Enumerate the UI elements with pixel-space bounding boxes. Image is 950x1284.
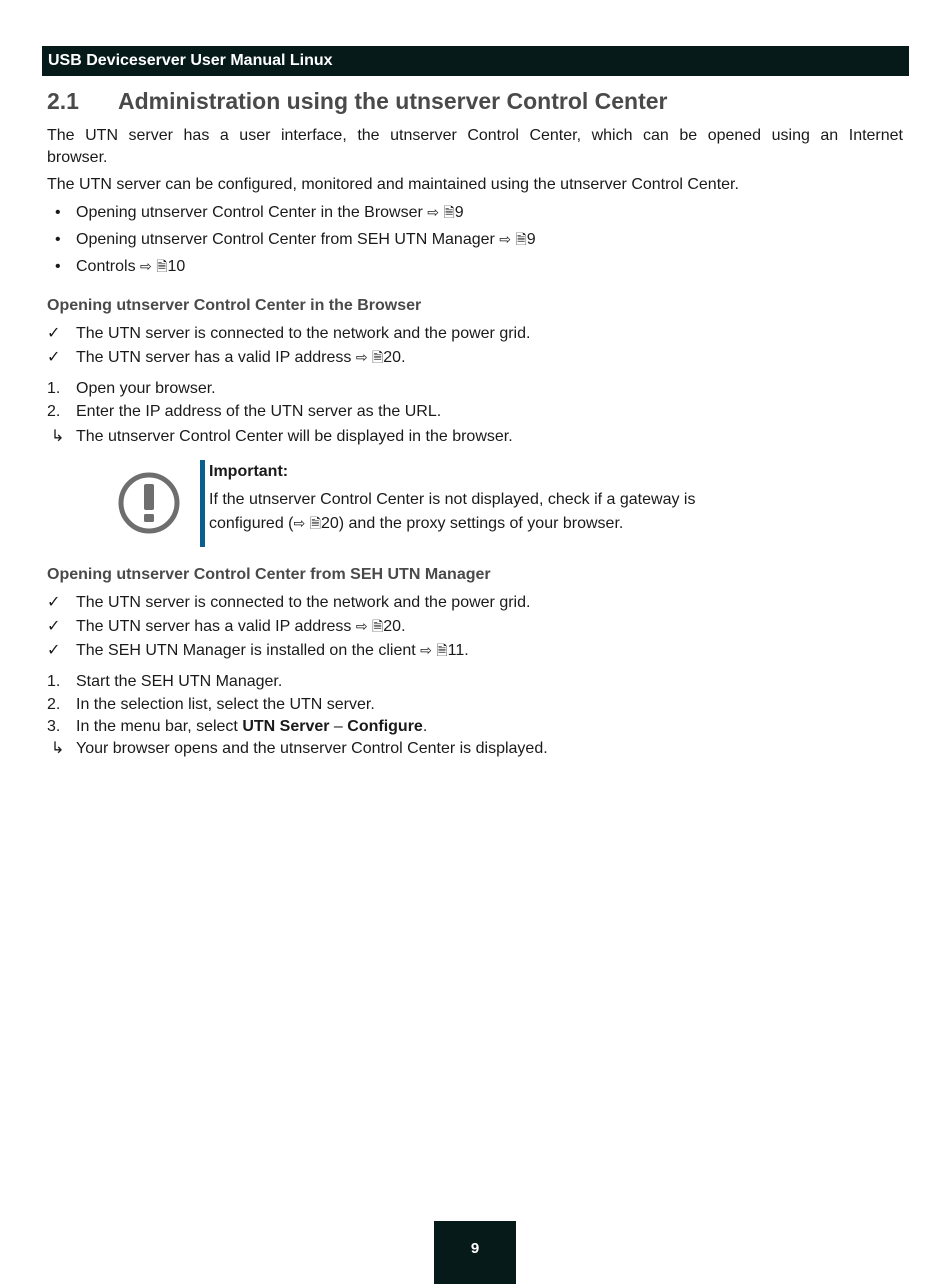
punctuation: . <box>401 349 406 366</box>
xref-page[interactable]: 20 <box>383 618 402 635</box>
toc-item-text: Controls <box>76 258 136 275</box>
menu-path-utn-server: UTN Server <box>242 718 330 735</box>
xref-page[interactable]: 20 <box>383 349 402 366</box>
prereq-item <box>47 639 469 662</box>
toc-item[interactable] <box>55 255 185 278</box>
section-number: 2.1 <box>47 88 79 114</box>
exclamation-icon <box>118 472 180 534</box>
check-icon: ✓ <box>47 594 61 611</box>
arrow-icon: ⇨ <box>427 204 440 220</box>
prereq-item <box>47 592 530 614</box>
note-line-2 <box>209 512 623 535</box>
section-title: Administration using the utnserver Control Center <box>118 88 668 114</box>
prereq-item <box>47 346 406 369</box>
note-text: ) and the proxy settings of your browser. <box>338 515 624 532</box>
note-text: configured ( <box>209 515 294 532</box>
note-line-1: If the utnserver Control Center is not displayed, check if a gateway is <box>209 491 696 508</box>
note-accent-bar <box>200 460 205 547</box>
step-number: 1. <box>47 380 61 397</box>
subsection-heading-manager: Opening utnserver Control Center from SEH UTN Manager <box>47 566 491 583</box>
step-text: In the selection list, select the UTN server. <box>76 696 375 713</box>
punctuation: . <box>401 618 406 635</box>
intro-paragraph-2: The UTN server can be configured, monitored and maintained using the utnserver Control Center. <box>47 176 739 193</box>
subsection-heading-browser: Opening utnserver Control Center in the Browser <box>47 297 422 314</box>
intro-paragraph-1-line-2: browser. <box>47 149 108 166</box>
result-arrow-icon: ↳ <box>51 428 65 445</box>
arrow-icon: ⇨ <box>293 515 306 531</box>
bullet: • <box>55 231 61 248</box>
step-text: In the menu bar, select <box>76 718 243 735</box>
toc-item[interactable] <box>55 228 536 251</box>
menu-path-separator: – <box>329 718 348 735</box>
page-icon[interactable]: 🗎 <box>436 642 448 658</box>
menu-path-configure: Configure <box>347 718 423 735</box>
result-text: Your browser opens and the utnserver Control Center is displayed. <box>76 740 548 757</box>
arrow-icon: ⇨ <box>420 642 432 658</box>
manual-header: USB Deviceserver User Manual Linux <box>42 46 909 76</box>
prereq-text: The UTN server is connected to the network and the power grid. <box>76 594 531 611</box>
step-text: Enter the IP address of the UTN server as the URL. <box>76 403 442 420</box>
step-item <box>47 716 427 738</box>
result-item <box>47 738 548 760</box>
section-heading <box>47 88 668 115</box>
result-text: The utnserver Control Center will be displayed in the browser. <box>76 428 513 445</box>
prereq-text: The SEH UTN Manager is installed on the client <box>76 642 416 659</box>
toc-item-page: 9 <box>526 231 536 248</box>
step-item <box>47 671 282 693</box>
arrow-icon: ⇨ <box>499 231 512 247</box>
page-icon: 🗎 <box>515 231 527 247</box>
check-icon: ✓ <box>47 349 61 366</box>
step-number: 2. <box>47 696 61 713</box>
step-number: 3. <box>47 718 61 735</box>
xref-page[interactable]: 11 <box>447 642 465 659</box>
bullet: • <box>55 204 61 221</box>
xref-page[interactable]: 20 <box>320 515 339 532</box>
note-title: Important: <box>209 463 289 480</box>
bullet: • <box>55 258 61 275</box>
step-text: Start the SEH UTN Manager. <box>76 673 283 690</box>
step-text: Open your browser. <box>76 380 216 397</box>
step-item <box>47 694 375 716</box>
prereq-text: The UTN server has a valid IP address <box>76 618 352 635</box>
page-icon[interactable]: 🗎 <box>372 618 384 634</box>
step-number: 1. <box>47 673 61 690</box>
page-icon: 🗎 <box>443 204 455 220</box>
punctuation: . <box>422 718 428 735</box>
toc-item[interactable] <box>55 201 464 224</box>
prereq-text: The UTN server is connected to the network and the power grid. <box>76 325 531 342</box>
page-icon[interactable]: 🗎 <box>309 515 321 531</box>
toc-item-page: 9 <box>454 204 464 221</box>
page-icon: 🗎 <box>156 258 168 274</box>
intro-paragraph-1-line-1: The UTN server has a user interface, the utnserver Control Center, which can be opened using an Internet <box>47 127 903 144</box>
punctuation: . <box>464 642 469 659</box>
arrow-icon: ⇨ <box>140 258 152 274</box>
page-icon[interactable]: 🗎 <box>372 349 384 365</box>
check-icon: ✓ <box>47 325 61 342</box>
arrow-icon: ⇨ <box>355 618 368 634</box>
arrow-icon: ⇨ <box>355 349 368 365</box>
toc-item-text: Opening utnserver Control Center from SEH UTN Manager <box>76 231 495 248</box>
prereq-item <box>47 323 530 345</box>
prereq-item <box>47 615 406 638</box>
result-item <box>47 426 513 448</box>
step-item <box>47 401 441 423</box>
check-icon: ✓ <box>47 642 61 659</box>
result-arrow-icon: ↳ <box>51 740 65 757</box>
page-number: 9 <box>434 1221 516 1284</box>
prereq-text: The UTN server has a valid IP address <box>76 349 352 366</box>
step-number: 2. <box>47 403 61 420</box>
toc-item-page: 10 <box>167 258 186 275</box>
step-item <box>47 378 216 400</box>
toc-item-text: Opening utnserver Control Center in the Browser <box>76 204 423 221</box>
check-icon: ✓ <box>47 618 61 635</box>
